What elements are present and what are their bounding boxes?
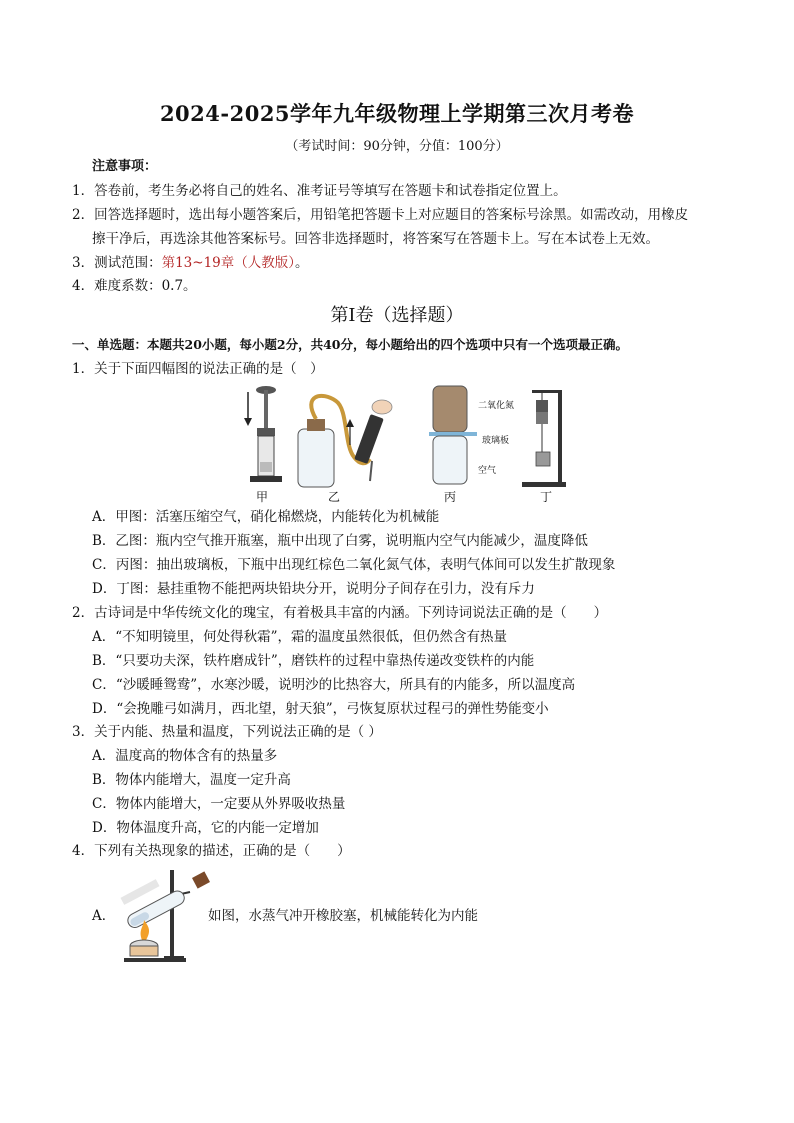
exam-subtitle: （考试时间：90分钟，分值：100分） <box>285 139 509 154</box>
notice-heading: 注意事项： <box>92 159 158 174</box>
q2-stem: 2．古诗词是中华传统文化的瑰宝，有着极具丰富的内涵。下列诗词说法正确的是（ ） <box>72 605 608 621</box>
figure-yi-pump-bottle <box>292 385 402 490</box>
q1-stem: 1．关于下面四幅图的说法正确的是（ ） <box>72 361 324 377</box>
q3-option-a: A．温度高的物体含有的热量多 <box>92 748 278 764</box>
figure-label-yi: 乙 <box>328 490 341 504</box>
q1-option-c: C．丙图：抽出玻璃板，下瓶中出现红棕色二氧化氮气体，表明气体间可以发生扩散现象 <box>92 557 616 573</box>
notice-item-3-suffix: 。 <box>295 255 309 271</box>
section-instructions: 一、单选题：本题共20小题，每小题2分，共40分，每小题给出的四个选项中只有一个选项最正确。 <box>72 337 628 352</box>
figure-jia-compression-cylinder <box>238 380 288 490</box>
notice-item-3 <box>72 254 309 272</box>
section-title: 第Ⅰ卷（选择题） <box>330 305 464 326</box>
figure-bing-diffusion-jars <box>425 382 485 490</box>
q1-option-b: B．乙图：瓶内空气推开瓶塞，瓶中出现了白雾，说明瓶内空气内能减少，温度降低 <box>92 533 588 549</box>
page-title: 2024-2025学年九年级物理上学期第三次月考卷 <box>159 101 635 126</box>
q2-option-a: A．“不知明镜里，何处得秋霜”，霜的温度虽然很低，但仍然含有热量 <box>92 629 508 645</box>
notice-item-1: 1．答卷前，考生务必将自己的姓名、准考证号等填写在答题卡和试卷指定位置上。 <box>72 183 567 199</box>
q3-option-b: B．物体内能增大，温度一定升高 <box>92 772 291 788</box>
figure-q4-steam-test-tube <box>114 866 210 966</box>
notice-item-3-prefix: 3．测试范围： <box>72 255 162 271</box>
q3-option-c: C．物体内能增大，一定要从外界吸收热量 <box>92 796 346 812</box>
q4-option-a-label: A． <box>92 908 116 924</box>
label-nitrogen-dioxide: 二氧化氮 <box>478 401 515 411</box>
label-glass-plate: 玻璃板 <box>482 436 510 446</box>
q3-stem: 3．关于内能、热量和温度，下列说法正确的是（ ） <box>72 724 382 740</box>
q3-option-d: D．物体温度升高，它的内能一定增加 <box>92 820 319 836</box>
q2-option-b: B．“只要功夫深，铁杵磨成针”，磨铁杵的过程中靠热传递改变铁杵的内能 <box>92 653 535 669</box>
q1-option-a: A．甲图：活塞压缩空气，硝化棉燃烧，内能转化为机械能 <box>92 509 440 525</box>
q4-option-a-text: 如图，水蒸气冲开橡胶塞，机械能转化为内能 <box>208 908 478 924</box>
figure-label-bing: 丙 <box>444 490 457 504</box>
notice-test-range: 第13~19章（人教版） <box>161 255 296 271</box>
q4-stem: 4．下列有关热现象的描述，正确的是（ ） <box>72 843 351 859</box>
figure-ding-lead-blocks <box>518 386 573 490</box>
notice-item-4: 4．难度系数：0.7。 <box>72 278 197 294</box>
notice-item-2-line-1: 2．回答选择题时，选出每小题答案后，用铅笔把答题卡上对应题目的答案标号涂黑。如需改动，用橡皮 <box>72 207 689 223</box>
figure-label-ding: 丁 <box>540 490 553 504</box>
q1-option-d: D．丁图：悬挂重物不能把两块铅块分开，说明分子间存在引力，没有斥力 <box>92 581 535 597</box>
figure-label-jia: 甲 <box>256 490 269 504</box>
notice-item-2-line-2: 擦干净后，再选涂其他答案标号。回答非选择题时，将答案写在答题卡上。写在本试卷上无效。 <box>92 231 659 247</box>
q2-option-d: D．“会挽雕弓如满月，西北望，射天狼”，弓恢复原状过程弓的弹性势能变小 <box>92 701 549 717</box>
label-air: 空气 <box>478 466 497 476</box>
q2-option-c: C．“沙暖睡鸳鸯”，水寒沙暖，说明沙的比热容大，所具有的内能多，所以温度高 <box>92 677 576 693</box>
